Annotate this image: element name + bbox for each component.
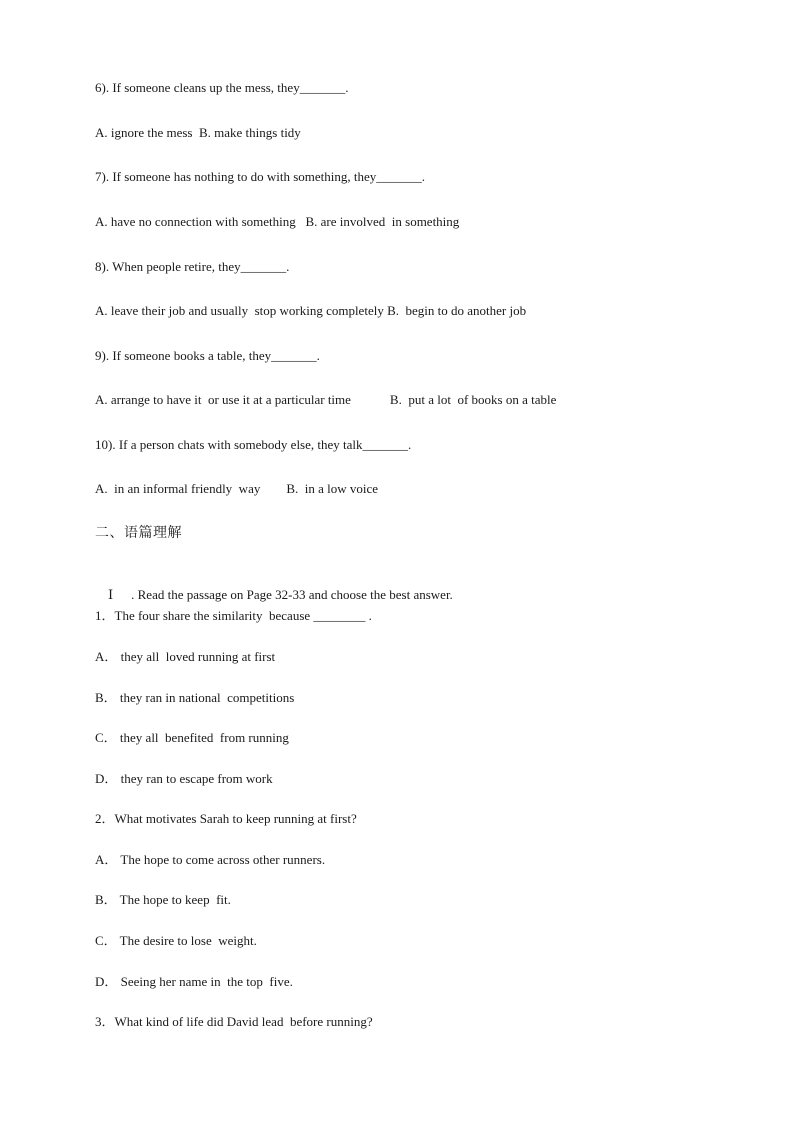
question-9-stem: 9). If someone books a table, they_______. [95, 348, 320, 363]
question-2-option-b: B． The hope to keep fit. [95, 892, 231, 907]
section-heading: 二、语篇理解 [95, 526, 182, 541]
question-2-option-d: D． Seeing her name in the top five. [95, 974, 293, 989]
question-9-options: A. arrange to have it or use it at a particular time B. put a lot of books on a table [95, 392, 557, 407]
roman-numeral: Ⅰ [108, 587, 114, 602]
question-2-stem: 2．What motivates Sarah to keep running at first? [95, 811, 357, 826]
question-6-options: A. ignore the mess B. make things tidy [95, 125, 301, 140]
question-2-option-c: C． The desire to lose weight. [95, 933, 257, 948]
question-1-option-d: D． they ran to escape from work [95, 771, 273, 786]
question-2-option-a: A． The hope to come across other runners. [95, 852, 326, 867]
question-8-options: A. leave their job and usually stop working completely B. begin to do another job [95, 303, 527, 318]
question-7-options: A. have no connection with something B. are involved in something [95, 214, 460, 229]
question-6-stem: 6). If someone cleans up the mess, they_______. [95, 80, 349, 95]
question-7-stem: 7). If someone has nothing to do with something, they_______. [95, 169, 426, 184]
question-3-stem: 3．What kind of life did David lead before running? [95, 1014, 373, 1029]
question-8-stem: 8). When people retire, they_______. [95, 259, 290, 274]
instruction-text: . Read the passage on Page 32-33 and choose the best answer. [131, 587, 453, 602]
question-1-option-b: B． they ran in national competitions [95, 690, 295, 705]
question-1-option-c: C． they all benefited from running [95, 730, 289, 745]
question-10-stem: 10). If a person chats with somebody else, they talk_______. [95, 437, 412, 452]
question-10-options: A. in an informal friendly way B. in a low voice [95, 481, 379, 496]
question-1-option-a: A． they all loved running at first [95, 649, 276, 664]
question-1-stem: 1．The four share the similarity because ________ . [95, 608, 372, 623]
reading-instruction [95, 571, 453, 602]
